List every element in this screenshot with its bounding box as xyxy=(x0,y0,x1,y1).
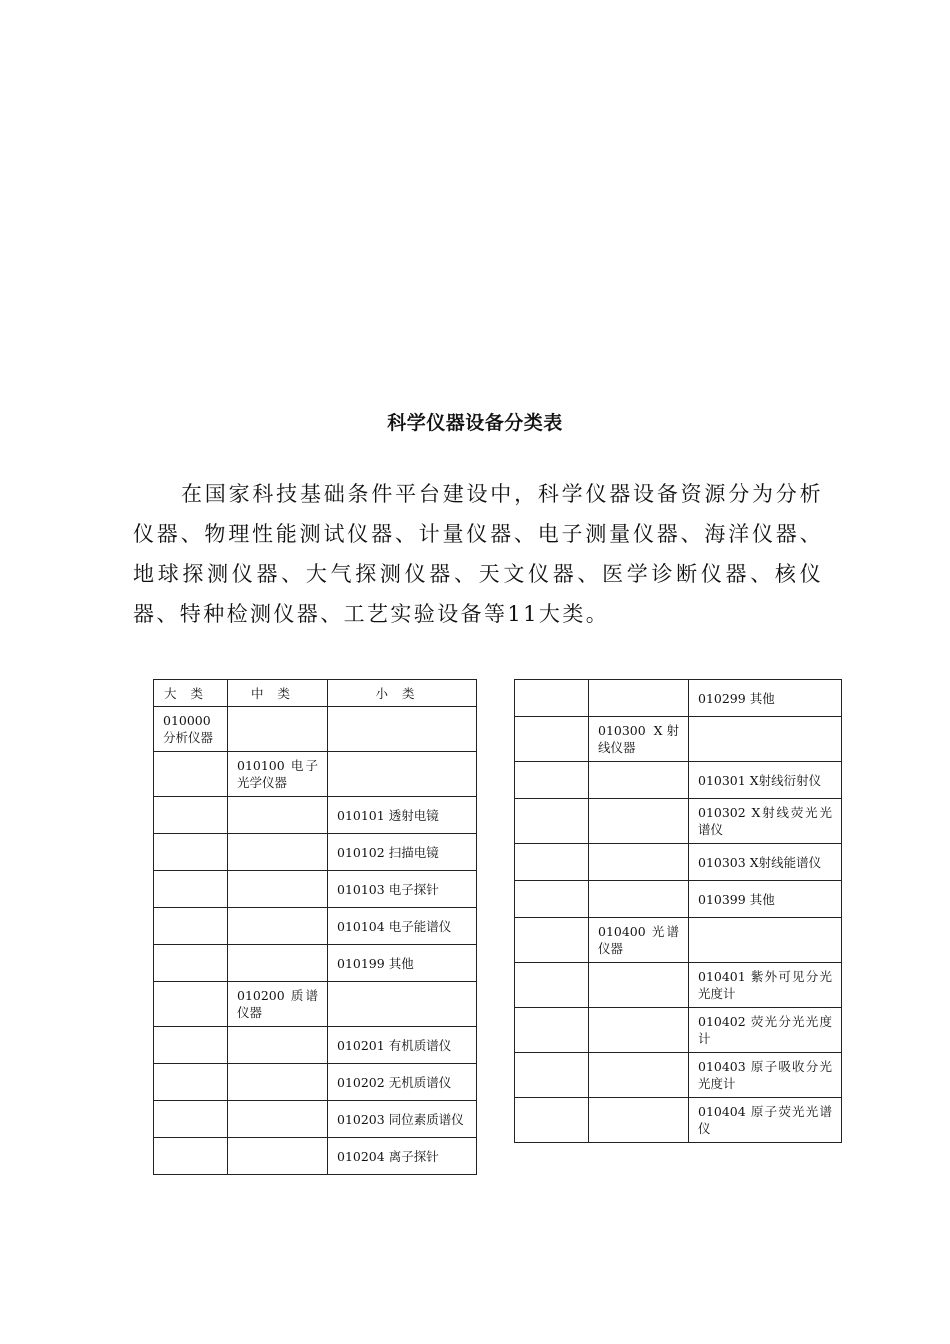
table-cell xyxy=(589,1008,689,1053)
table-row xyxy=(515,799,842,844)
table-cell xyxy=(515,918,589,963)
table-cell xyxy=(689,717,842,762)
table-cell: 010399 其他 xyxy=(689,881,842,918)
table-cell: 010302 X射线荧光光谱仪 xyxy=(689,799,842,844)
table-cell xyxy=(589,762,689,799)
table-row xyxy=(154,1027,477,1064)
table-header-cell: 小类 xyxy=(328,680,477,707)
table-cell: 010200 质谱仪器 xyxy=(228,982,328,1027)
table-cell xyxy=(228,871,328,908)
table-cell xyxy=(154,797,228,834)
table-cell: 010204 离子探针 xyxy=(328,1138,477,1175)
table-cell: 010104 电子能谱仪 xyxy=(328,908,477,945)
classification-table-right xyxy=(514,679,842,1143)
table-row xyxy=(515,1008,842,1053)
table-cell xyxy=(589,1098,689,1143)
table-row xyxy=(515,881,842,918)
table-cell: 010202 无机质谱仪 xyxy=(328,1064,477,1101)
table-row xyxy=(515,680,842,717)
table-cell: 010300 X射线仪器 xyxy=(589,717,689,762)
table-cell xyxy=(589,963,689,1008)
table-row xyxy=(154,1101,477,1138)
table-cell xyxy=(515,963,589,1008)
table-row xyxy=(515,717,842,762)
table-row xyxy=(515,762,842,799)
table-cell xyxy=(154,1138,228,1175)
table-cell xyxy=(328,707,477,752)
table-cell xyxy=(515,844,589,881)
table-cell: 010402 荧光分光光度计 xyxy=(689,1008,842,1053)
table-cell xyxy=(589,844,689,881)
table-row xyxy=(154,834,477,871)
table-row xyxy=(515,1098,842,1143)
table-row xyxy=(154,1138,477,1175)
table-cell: 010303 X射线能谱仪 xyxy=(689,844,842,881)
table-cell xyxy=(515,717,589,762)
table-cell xyxy=(154,1027,228,1064)
table-row xyxy=(515,844,842,881)
page-title: 科学仪器设备分类表 xyxy=(387,412,563,434)
table-cell xyxy=(328,752,477,797)
table-cell: 010404 原子荧光光谱仪 xyxy=(689,1098,842,1143)
table-cell xyxy=(228,908,328,945)
table-row xyxy=(515,963,842,1008)
table-row xyxy=(154,945,477,982)
table-cell: 010203 同位素质谱仪 xyxy=(328,1101,477,1138)
table-cell: 010403 原子吸收分光光度计 xyxy=(689,1053,842,1098)
table-cell xyxy=(515,1053,589,1098)
table-cell xyxy=(154,908,228,945)
table-row xyxy=(515,918,842,963)
table-cell xyxy=(515,1008,589,1053)
table-cell xyxy=(515,799,589,844)
table-row xyxy=(154,707,477,752)
table-header-cell: 中类 xyxy=(228,680,328,707)
intro-paragraph: 在国家科技基础条件平台建设中，科学仪器设备资源分为分析仪器、物理性能测试仪器、计量仪器、电子测量仪器、海洋仪器、地球探测仪器、大气探测仪器、天文仪器、医学诊断仪器、核仪器、特种检测仪器、工艺实验设备等11大类。 xyxy=(133,482,823,626)
table-cell xyxy=(589,680,689,717)
table-cell xyxy=(589,1053,689,1098)
table-row xyxy=(154,871,477,908)
table-cell xyxy=(154,752,228,797)
table-cell xyxy=(589,799,689,844)
table-row xyxy=(154,797,477,834)
table-cell xyxy=(589,881,689,918)
table-cell xyxy=(154,834,228,871)
table-cell xyxy=(515,680,589,717)
table-cell xyxy=(228,1027,328,1064)
table-cell xyxy=(228,1064,328,1101)
table-row xyxy=(154,982,477,1027)
table-cell: 010400 光谱仪器 xyxy=(589,918,689,963)
table-cell: 010401 紫外可见分光光度计 xyxy=(689,963,842,1008)
table-cell xyxy=(154,871,228,908)
table-cell xyxy=(228,834,328,871)
table-cell xyxy=(228,707,328,752)
table-cell xyxy=(328,982,477,1027)
table-cell xyxy=(228,1101,328,1138)
table-row xyxy=(515,1053,842,1098)
table-cell xyxy=(515,762,589,799)
table-header-row xyxy=(154,680,477,707)
table-cell: 010301 X射线衍射仪 xyxy=(689,762,842,799)
table-row xyxy=(154,752,477,797)
table-cell: 010299 其他 xyxy=(689,680,842,717)
table-cell xyxy=(154,1064,228,1101)
table-cell: 010103 电子探针 xyxy=(328,871,477,908)
table-cell xyxy=(515,1098,589,1143)
table-cell xyxy=(228,1138,328,1175)
classification-table-left xyxy=(153,679,477,1175)
table-row xyxy=(154,908,477,945)
table-cell xyxy=(228,797,328,834)
table-cell: 010101 透射电镜 xyxy=(328,797,477,834)
table-cell xyxy=(228,945,328,982)
table-cell xyxy=(689,918,842,963)
table-cell: 010199 其他 xyxy=(328,945,477,982)
table-cell: 010201 有机质谱仪 xyxy=(328,1027,477,1064)
table-cell xyxy=(154,982,228,1027)
table-cell: 010000分析仪器 xyxy=(154,707,228,752)
table-cell xyxy=(515,881,589,918)
table-cell: 010100 电子光学仪器 xyxy=(228,752,328,797)
table-header-cell: 大类 xyxy=(154,680,228,707)
table-cell xyxy=(154,1101,228,1138)
table-cell: 010102 扫描电镜 xyxy=(328,834,477,871)
table-cell xyxy=(154,945,228,982)
table-row xyxy=(154,1064,477,1101)
